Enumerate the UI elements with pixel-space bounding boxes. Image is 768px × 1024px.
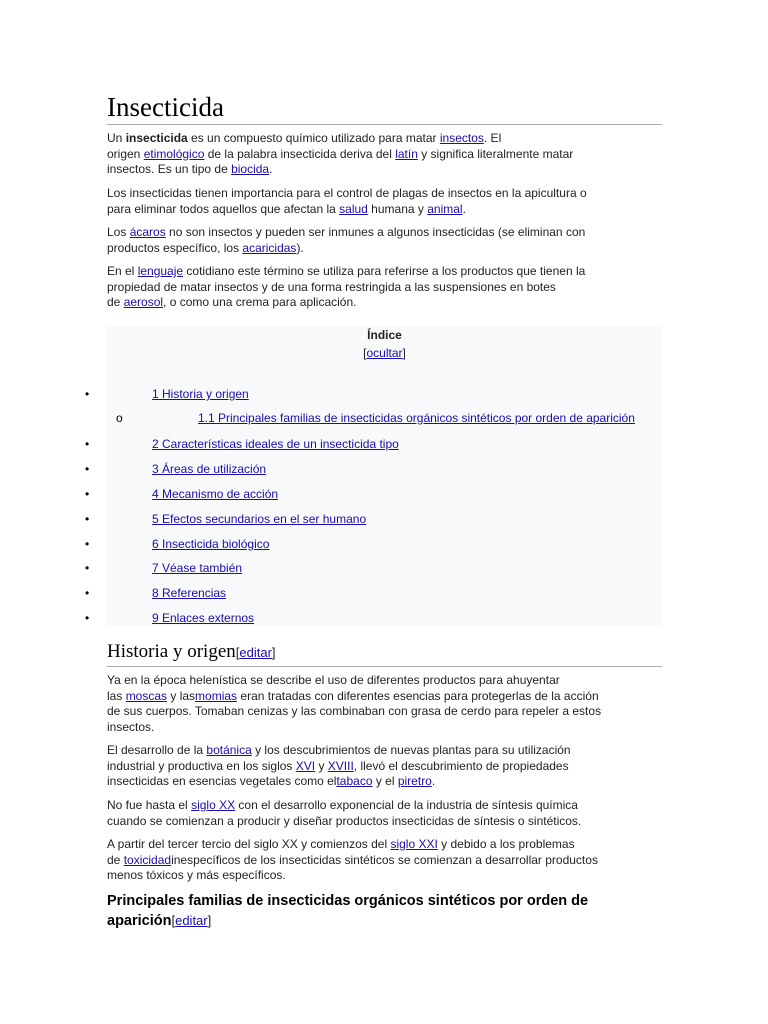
link-piretro[interactable]: piretro	[397, 774, 432, 788]
text: de	[107, 295, 124, 309]
link-salud[interactable]: salud	[339, 201, 368, 216]
text: origen	[107, 146, 144, 161]
link-tabaco[interactable]: tabaco	[336, 774, 373, 788]
link-toxicidad[interactable]: toxicidad	[123, 852, 172, 867]
toc-item-6[interactable]: 6 Insecticida biológico	[152, 537, 270, 551]
heading-text: aparición	[107, 913, 172, 929]
text: insectos. Es un tipo de	[107, 162, 232, 176]
link-siglo-xx[interactable]: siglo XX	[191, 798, 236, 812]
intro-paragraph-4	[107, 264, 662, 311]
text: de la palabra insecticida deriva del	[204, 146, 396, 161]
intro-paragraph-1	[107, 131, 662, 178]
text-line: menos tóxicos y más específicos.	[107, 868, 286, 882]
text-line	[107, 853, 662, 869]
section-heading-families	[107, 892, 662, 931]
text-line	[107, 774, 662, 790]
link-moscas[interactable]: moscas	[125, 688, 168, 703]
toc-item-5[interactable]: 5 Efectos secundarios en el ser humano	[152, 512, 367, 526]
list-bullet: •	[85, 487, 90, 501]
text: En el	[107, 264, 138, 278]
text: . El	[483, 131, 502, 145]
link-biocida[interactable]: biocida	[231, 162, 270, 176]
intro-paragraph-2	[107, 186, 662, 217]
text: .	[431, 774, 436, 788]
text-line	[107, 162, 662, 178]
list-bullet: •	[85, 462, 90, 476]
text: con el desarrollo exponencial de la industria de síntesis química	[235, 798, 578, 812]
link-latin[interactable]: latín	[395, 146, 418, 161]
text: eran tratadas con diferentes esencias para protegerlas de la acción	[237, 688, 599, 703]
text-line: propiedad de matar insectos y de una forma restringida a las suspensiones en botes	[107, 279, 556, 294]
text: cotidiano este término se utiliza para referirse a los productos que tienen la	[183, 264, 586, 278]
toc-item-4[interactable]: 4 Mecanismo de acción	[152, 487, 279, 501]
heading-text: Historia y origen	[107, 641, 236, 662]
text-line	[107, 837, 662, 853]
list-sub-bullet: o	[116, 411, 123, 425]
edit-link[interactable]: editar	[175, 913, 208, 928]
text-line	[107, 295, 662, 311]
text-line	[107, 759, 662, 775]
page-title: Insecticida	[107, 92, 662, 125]
text: inespecíficos de los insecticidas sintéticos se comienzan a desarrollar productos	[171, 852, 598, 867]
text: y los descubrimientos de nuevas plantas para su utilización	[251, 743, 571, 757]
text-line: Ya en la época helenística se describe el uso de diferentes productos para ahuyentar	[107, 673, 560, 687]
text-line	[107, 241, 662, 257]
history-paragraph-1	[107, 673, 662, 735]
text: No fue hasta el	[107, 798, 192, 812]
list-bullet: •	[85, 586, 90, 600]
toc-hide-link[interactable]: ocultar	[366, 346, 403, 360]
list-bullet: •	[85, 387, 90, 401]
edit-link[interactable]: editar	[239, 645, 272, 660]
text-line	[107, 147, 662, 163]
history-paragraph-4	[107, 837, 662, 884]
table-of-contents	[107, 326, 662, 626]
link-momias[interactable]: momias	[195, 688, 238, 703]
text: y debido a los problemas	[437, 837, 575, 851]
toc-item-9[interactable]: 9 Enlaces externos	[152, 611, 255, 625]
link-acaros[interactable]: ácaros	[129, 225, 166, 239]
edit-link-wrapper	[171, 913, 211, 928]
bracket: ]	[271, 645, 276, 660]
link-botanica[interactable]: botánica	[206, 743, 252, 757]
link-aerosol[interactable]: aerosol	[123, 295, 164, 309]
text: .	[269, 162, 273, 176]
bracket: [	[171, 913, 176, 928]
text-line	[107, 225, 662, 241]
text: El desarrollo de la	[107, 743, 207, 757]
text: no son insectos y pueden ser inmunes a algunos insecticidas (se eliminan con	[165, 225, 586, 239]
text-line	[107, 689, 662, 705]
bold-term: insecticida	[125, 131, 188, 145]
text: A partir del tercer tercio del siglo XX y comienzos del	[107, 837, 391, 851]
list-bullet: •	[85, 561, 90, 575]
edit-link-wrapper	[236, 645, 276, 660]
toc-title: Índice	[367, 328, 402, 342]
text: , o como una crema para aplicación.	[163, 295, 357, 309]
text-line	[107, 131, 662, 147]
text-line	[107, 202, 662, 218]
link-etimologico[interactable]: etimológico	[143, 146, 205, 161]
text: es un compuesto químico utilizado para matar	[187, 131, 440, 145]
heading-line: Principales familias de insecticidas orgánicos sintéticos por orden de	[107, 893, 589, 909]
toc-item-8[interactable]: 8 Referencias	[152, 586, 227, 600]
text-line	[107, 743, 662, 759]
text-line: Los insecticidas tienen importancia para el control de plagas de insectos en la apicultura o	[107, 186, 587, 200]
list-bullet: •	[85, 537, 90, 551]
section-heading-history	[107, 641, 662, 667]
text: para eliminar todos aquellos que afectan la	[107, 201, 340, 216]
intro-paragraph-3	[107, 225, 662, 256]
heading-line	[107, 911, 662, 931]
text: Un	[107, 131, 126, 145]
list-bullet: •	[85, 437, 90, 451]
link-lenguaje[interactable]: lenguaje	[137, 264, 184, 278]
text-line	[107, 264, 662, 280]
bracket: ]	[402, 346, 406, 360]
text: .	[462, 201, 466, 216]
link-insectos[interactable]: insectos	[439, 131, 484, 145]
link-siglo-xxi[interactable]: siglo XXI	[390, 837, 438, 851]
link-xvi[interactable]: XVI	[295, 758, 316, 773]
list-bullet: •	[85, 512, 90, 526]
text: ).	[296, 240, 304, 255]
toc-item-1[interactable]: 1 Historia y origen	[152, 387, 249, 401]
text-line: de sus cuerpos. Tomaban cenizas y las combinaban con grasa de cerdo para repeler a estos	[107, 704, 602, 718]
text: de	[107, 852, 124, 867]
text: productos específico, los	[107, 240, 243, 255]
text: industrial y productiva en los siglos	[107, 758, 296, 773]
text: humana y	[367, 201, 428, 216]
text: insecticidas en esencias vegetales como el	[107, 774, 337, 788]
text: y el	[372, 774, 398, 788]
toc-item-2[interactable]: 2 Características ideales de un insecticida tipo	[152, 437, 399, 451]
text: y	[315, 758, 328, 773]
text-line	[107, 798, 662, 814]
list-bullet: •	[85, 611, 90, 625]
text-line: insectos.	[107, 719, 155, 734]
text: y las	[167, 688, 196, 703]
bracket: [	[363, 346, 367, 360]
history-paragraph-2	[107, 743, 662, 790]
text: Los	[107, 225, 130, 239]
history-paragraph-3	[107, 798, 662, 829]
link-animal[interactable]: animal	[427, 201, 463, 216]
bracket: ]	[207, 913, 212, 928]
bracket: [	[235, 645, 240, 660]
text: , llevó el descubrimiento de propiedades	[353, 758, 569, 773]
text: y significa literalmente matar	[417, 146, 574, 161]
toc-item-7[interactable]: 7 Véase también	[152, 561, 243, 575]
toc-toggle	[107, 346, 662, 360]
text: las	[107, 688, 126, 703]
toc-item-1-1[interactable]: 1.1 Principales familias de insecticidas orgánicos sintéticos por orden de aparición	[198, 411, 635, 425]
text-line: cuando se comienzan a producir y diseñar productos insecticidas de síntesis o sintéticos.	[107, 813, 582, 828]
toc-item-3[interactable]: 3 Áreas de utilización	[152, 462, 267, 476]
link-xviii[interactable]: XVIII	[327, 758, 354, 773]
link-acaricidas[interactable]: acaricidas	[242, 240, 297, 255]
